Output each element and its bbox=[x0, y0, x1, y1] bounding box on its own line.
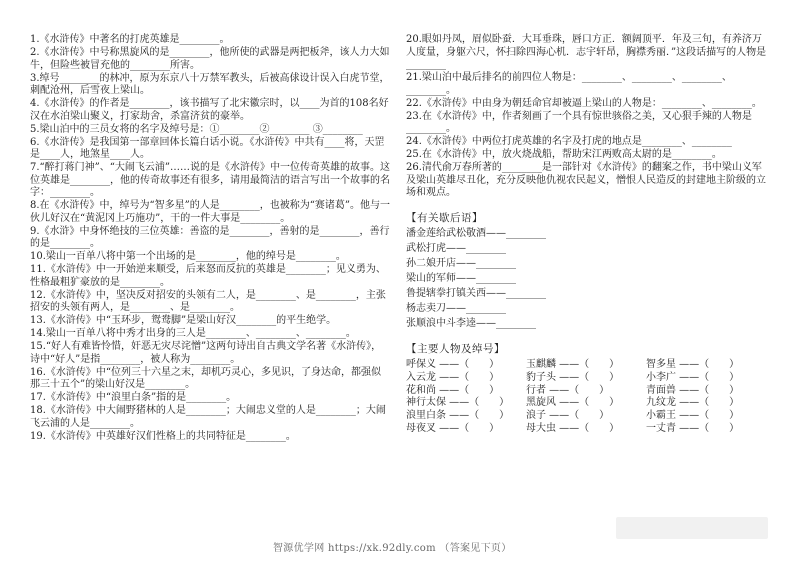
characters-row bbox=[406, 385, 768, 398]
question-2: 2.《水浒传》中号称黑旋风的是________，他所使的武器是两把板斧，该人力大如牛，但险些被冒充他的________所害。 bbox=[30, 47, 390, 71]
character-nickname: 黑旋风 ——（ ） bbox=[526, 397, 620, 409]
characters-row bbox=[406, 410, 768, 423]
characters-grid bbox=[406, 359, 768, 436]
right-column bbox=[406, 34, 768, 436]
watermark-logo bbox=[616, 517, 768, 539]
proverb-item: 鲁提辖拳打镇关西——________ bbox=[406, 288, 546, 299]
question-20: 20.眼如丹凤，眉似卧蚕．大耳垂珠，唇口方正．额阔顶平．年及三旬，有养济万人度量，身躯六尺，怀扫除四海心机．志宇轩昂，胸襟秀丽．”这段话描写的人物是________ bbox=[406, 34, 767, 70]
question-9: 9.《水浒》中身怀绝技的三位英雄：善盗的是________，善射的是________，善行的是________。 bbox=[30, 225, 390, 249]
proverb-item: 张顺浪中斗李逵——________ bbox=[406, 318, 536, 329]
characters-row bbox=[406, 397, 768, 410]
characters-row bbox=[406, 372, 768, 385]
question-1: 1.《水浒传》中著名的打虎英雄是________。 bbox=[30, 34, 230, 45]
character-nickname: 母大虫 ——（ ） bbox=[526, 422, 620, 434]
proverbs-heading: 【有关歇后语】 bbox=[406, 211, 483, 224]
character-nickname: 青面兽 ——（ ） bbox=[646, 384, 740, 396]
characters-heading: 【主要人物及绰号】 bbox=[406, 342, 505, 355]
character-nickname: 浪里白条 ——（ ） bbox=[406, 410, 510, 422]
question-24: 24.《水浒传》中两位打虎英雄的名字及打虎的地点是________、________ bbox=[406, 136, 732, 147]
character-nickname: 九纹龙 ——（ ） bbox=[646, 397, 740, 409]
characters-row bbox=[406, 423, 768, 436]
answer-note: （答案见下页） bbox=[439, 543, 512, 554]
proverb-item: 孙二娘开店——________ bbox=[406, 258, 516, 269]
question-11: 11.《水浒传》中一开始逆来顺受，后来怒而反抗的英雄是________；见义勇为、性格最粗犷豪放的是________。 bbox=[30, 264, 386, 288]
character-nickname: 一丈青 ——（ ） bbox=[646, 422, 740, 434]
character-nickname: 小霸王 ——（ ） bbox=[646, 410, 740, 422]
question-6: 6.《水浒传》是我国第一部章回体长篇白话小说。《水浒传》中共有____将，天罡是____人，地煞星____人。 bbox=[30, 136, 385, 160]
character-nickname: 行者 ——（ ） bbox=[526, 384, 610, 396]
question-25: 25.在《水浒传》中，放火烧战船，帮助宋江两败高太尉的是________。 bbox=[406, 149, 722, 160]
proverb-item: 武松打虎——________ bbox=[406, 243, 506, 254]
left-column bbox=[30, 34, 390, 444]
question-7: 7.“醉打蒋门神”、“大闹飞云浦”……说的是《水浒传》中一位传奇英雄的故事。这位英雄是________，他的传奇故事还有很多，请用最简洁的语言写出一个故事的名字：________。 bbox=[30, 162, 390, 198]
character-nickname: 小李广 ——（ ） bbox=[646, 371, 740, 383]
character-nickname: 神行太保 ——（ ） bbox=[406, 397, 510, 409]
question-8: 8.在《水浒传》中，绰号为“智多星”的人是________，也被称为“赛诸葛”。他与一伙儿好汉在“黄泥冈上巧施功”，干的一件大事是________。 bbox=[30, 200, 390, 224]
character-nickname: 花和尚 ——（ ） bbox=[406, 384, 500, 396]
question-19: 19.《水浒传》中英雄好汉们性格上的共同特征是________。 bbox=[30, 430, 296, 442]
question-16: 16.《水浒传》中“位列三十六星之末，却机巧灵心，多见识，了身达命，都强似那三十五个”的梁山好汉是________。 bbox=[30, 366, 382, 390]
question-14: 14.梁山一百单八将中秀才出身的三人是________、________、________。 bbox=[30, 328, 356, 339]
question-21: 21.梁山泊中最后排名的前四位人物是：________、________、________、________。 bbox=[406, 72, 732, 96]
character-nickname: 浪子 ——（ ） bbox=[526, 410, 610, 422]
question-13: 13.《水浒传》中“玉环步，鸳鸯脚”是梁山好汉________的平生绝学。 bbox=[30, 315, 337, 326]
question-26: 26.清代俞万春所著的________是一部针对《水浒传》的翻案之作，书中梁山义军及梁山英雄尽丑化，充分反映他仇视农民起义，憎恨人民造反的封建地主阶级的立场和观点。 bbox=[406, 162, 766, 198]
question-10: 10.梁山一百单八将中第一个出场的是________，他的绰号是________。 bbox=[30, 251, 346, 262]
character-nickname: 智多星 ——（ ） bbox=[646, 359, 740, 370]
question-22: 22.《水浒传》中由身为朝廷命官却被逼上梁山的人物是：________、________。 bbox=[406, 97, 762, 109]
character-nickname: 母夜叉 ——（ ） bbox=[406, 422, 500, 434]
proverb-item: 梁山的军师——________ bbox=[406, 273, 516, 284]
proverb-item: 潘金莲给武松敬酒——________ bbox=[406, 228, 546, 239]
question-4: 4.《水浒传》的作者是________，该书描写了北宋徽宗时，以____为首的108名好汉在水泊梁山聚义，打家劫舍，杀富济贫的豪举。 bbox=[30, 98, 389, 122]
question-5: 5.梁山泊中的三员女将的名字及绰号是：①________②________ ③________ bbox=[30, 123, 363, 135]
proverb-item: 杨志卖刀——________ bbox=[406, 303, 506, 314]
question-23: 23.在《水浒传》中，作者刻画了一个具有惊世骇俗之美，又心狠手辣的人物是________。 bbox=[406, 110, 752, 134]
watermark-text: 智源优学网 https://xk.92dly.com bbox=[273, 543, 436, 554]
question-3: 3.绰号________的林冲，原为东京八十万禁军教头，后被高俅设计误入白虎节堂，刺配沧州，后雪夜上梁山。 bbox=[30, 72, 390, 96]
character-nickname: 玉麒麟 ——（ ） bbox=[526, 359, 620, 370]
question-18: 18.《水浒传》中大闹野猪林的人是________；大闹忠义堂的人是________；大闹飞云浦的人是________。 bbox=[30, 405, 386, 429]
character-nickname: 呼保义 ——（ ） bbox=[406, 359, 500, 370]
character-nickname: 入云龙 ——（ ） bbox=[406, 371, 500, 383]
character-nickname: 豹子头 ——（ ） bbox=[526, 371, 620, 383]
question-15: 15.“好人有难皆怜惜，奸恶无灾尽诧憎”这两句诗出自古典文学名著《水浒传》，诗中“好人”是指________，被人称为________。 bbox=[30, 341, 382, 365]
characters-row bbox=[406, 359, 768, 372]
question-17: 17.《水浒传》中“浪里白条”指的是________。 bbox=[30, 392, 237, 403]
footer-note bbox=[273, 539, 512, 554]
question-12: 12.《水浒传》中，坚决反对招安的头领有二人，是________、是________，主张招安的头领有两人，是________、是________。 bbox=[30, 289, 386, 313]
